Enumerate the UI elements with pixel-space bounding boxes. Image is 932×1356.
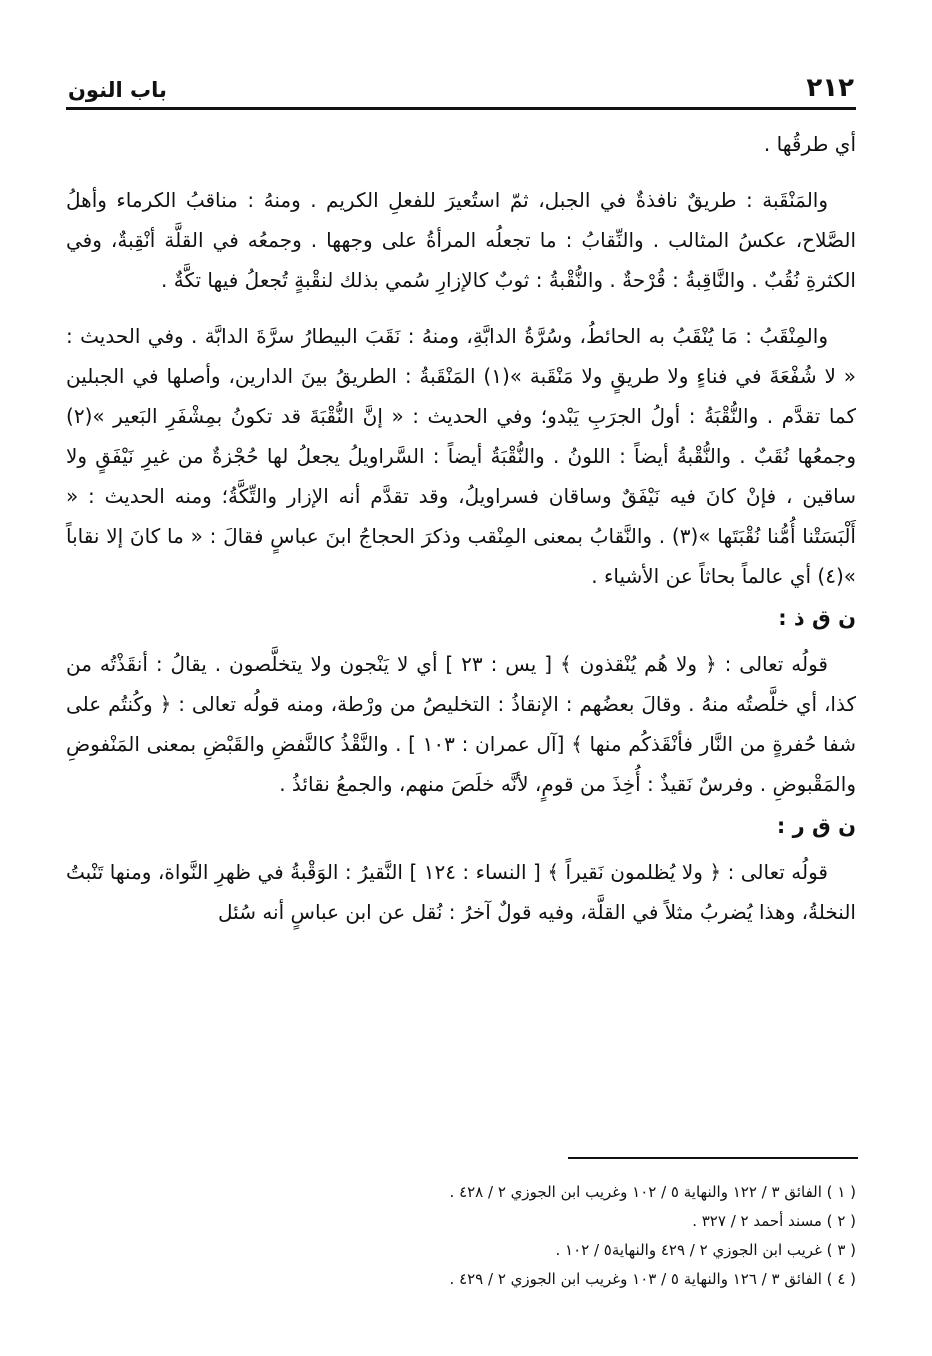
footnote-3: ( ٣ ) غريب ابن الجوزي ٢ / ٤٢٩ والنهاية٥ / ١٠٢ .	[555, 1241, 856, 1259]
paragraph-gap	[66, 300, 856, 316]
footnote-1: ( ١ ) الفائق ٣ / ١٢٢ والنهاية ٥ / ١٠٢ وغريب ابن الجوزي ٢ / ٤٢٨ .	[449, 1183, 856, 1201]
paragraph-nqdh: قولُه تعالى : ﴿ ولا هُم يُنْقذون ﴾ [ يس : ٢٣ ] أي لا يَنْجون ولا يتخلَّصون . يقالُ : أنقَذْتُه من كذا، أي خلَّصتُه منهُ . وقالَ بعضُهم : الإنقاذُ : التخليصُ من ورْطة، ومنه قولُه تعالى : ﴿ وكُنتُم على شفا حُفرةٍ من النَّار فأنْقَذكُم منها ﴾ [آل عمران : ١٠٣ ] . والنَّقْذُ كالنَّفضِ والقَبْضِ بمعنى المَنْفوضِ والمَقْبوضِ . وفرسٌ نَقيذٌ : أُخِذَ من قومٍ، لأنَّه خلَصَ منهم، والجمعُ نقائذُ .	[66, 652, 856, 796]
page-number: ٢١٢	[806, 73, 854, 103]
body-text	[66, 124, 856, 932]
root-heading-nqr: ن ق ر :	[776, 814, 856, 838]
footnote-separator	[568, 1157, 858, 1159]
paragraph-gap	[66, 164, 856, 180]
paragraph-minqab: والمِنْقَبُ : مَا يُنْقَبُ به الحائطُ، وسُرَّةُ الدابَّةِ، ومنهُ : نَقَبَ البيطارُ سرَّةَ الدابَّة . وفي الحديث : « لا شُفْعَةَ في فناءٍ ولا طريقٍ ولا مَنْقَبة »(١) المَنْقَبةُ : الطريقُ بينَ الدارين، وأصلها في الجبلين كما تقدَّم . والنُّقْبَةُ : أولُ الجرَبِ يَبْدو؛ وفي الحديث : « إنَّ النُّقْبَةَ قد تكونُ بمِشْفَرِ البَعير »(٢) وجمعُها نُقَبٌ . والنُّقْبةُ أيضاً : اللونُ . والنُّقْبَةُ أيضاً : السَّراويلُ يجعلُ لها حُجْزةٌ من غيرِ نَيْفَقٍ ولا ساقين ، فإنْ كانَ فيه نَيْفَقٌ وساقان فسراويلُ، وقد تقدَّم أنه الإزار والتِّكَّةُ؛ ومنه الحديث : « أَلْبَسَتْنا أُمُّنا نُقْبَتَها »(٣) . والنَّقابُ بمعنى المِنْقب وذكرَ الحجاجُ ابنَ عباسٍ فقالَ : « ما كانَ إلا نقاباً »(٤) أي عالماً بحاثاً عن الأشياء .	[66, 324, 857, 588]
paragraph-nqr: قولُه تعالى : ﴿ ولا يُظلمون نَقيراً ﴾ [ النساء : ١٢٤ ] النَّقيرُ : الوَقْبةُ في ظهرِ النَّواة، ومنها تَنْبتُ النخلةُ، وهذا يُضربُ مثلاً في القلَّة، وفيه قولٌ آخرُ : نُقل عن ابن عباسٍ أنه سُئل	[66, 860, 856, 924]
footnote-2: ( ٢ ) مسند أحمد ٢ / ٣٢٧ .	[692, 1212, 856, 1230]
root-heading-nqdh: ن ق ذ :	[778, 606, 856, 630]
footnote-4: ( ٤ ) الفائق ٣ / ١٢٦ والنهاية ٥ / ١٠٣ وغريب ابن الجوزي ٢ / ٤٢٩ .	[449, 1270, 856, 1288]
chapter-title: باب النون	[68, 78, 167, 102]
page	[66, 66, 856, 932]
footnotes	[66, 1178, 856, 1294]
running-head	[66, 66, 856, 110]
paragraph-manqaba: والمَنْقَبة : طريقٌ نافذةٌ في الجبل، ثمّ استُعيرَ للفعلِ الكريم . ومنهُ : مناقبُ الكرماء وأهلُ الصَّلاح، عكسُ المثالب . والنِّقابُ : ما تجعلُه المرأةُ على وجهها . وجمعُه في القلَّة أنْقِبةٌ، وفي الكثرةِ نُقُبٌ . والنَّاقِبةُ : قُرْحةٌ . والنُّقْبةُ : ثوبٌ كالإزارِ سُمي بذلك لنقْبةٍ تُجعلُ فيها تكَّةٌ .	[66, 188, 856, 292]
paragraph-continuation: أي طرقُها .	[763, 132, 856, 156]
